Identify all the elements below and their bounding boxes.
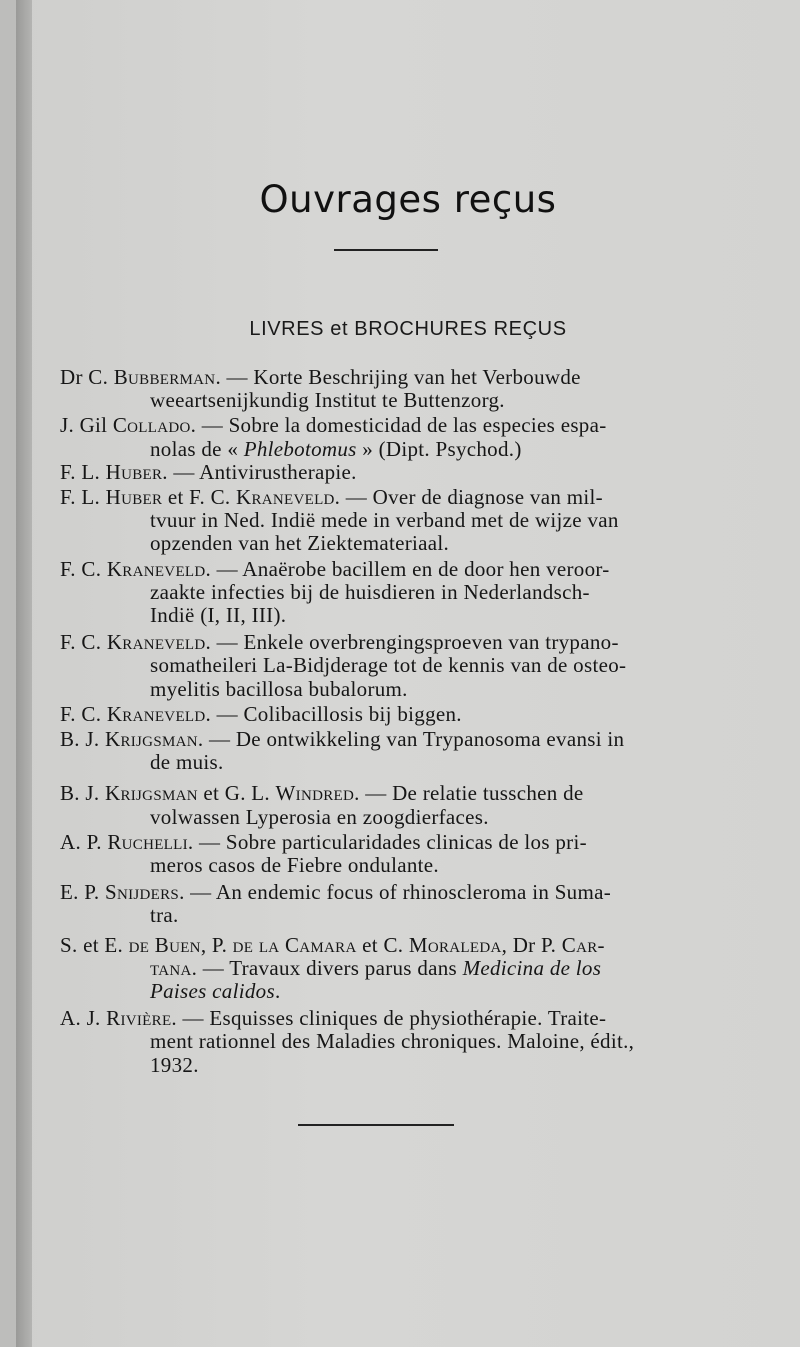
author-initials: F. C.	[60, 701, 107, 726]
list-item	[60, 831, 722, 877]
entry-continuation: myelitis bacillosa bubalorum.	[150, 676, 408, 701]
author-name: Huber	[105, 485, 163, 510]
page-title: Ouvrages reçus	[259, 178, 557, 221]
entry-first-line	[60, 1007, 722, 1030]
author-name: Collado.	[112, 413, 197, 438]
entry-text: , P.	[200, 932, 233, 957]
author-initials: F. L.	[60, 485, 106, 510]
entry-text: — De ontwikkeling van Trypanosoma evansi in	[203, 727, 625, 752]
author-name: Kraneveld.	[106, 556, 212, 581]
list-item	[60, 728, 722, 774]
entry-continuation: de muis.	[150, 750, 224, 775]
entry-continuation	[60, 980, 722, 1003]
entry-continuation: opzenden van het Ziektemateriaal.	[150, 531, 450, 556]
list-item	[60, 558, 722, 628]
entry-text: et F. C.	[162, 485, 236, 510]
entry-text: — Antivirustherapie.	[167, 459, 357, 484]
entry-text: et C.	[356, 932, 409, 957]
entry-text: nolas de «	[150, 436, 244, 461]
entry-list	[60, 366, 722, 1077]
author-initials: B. J.	[60, 781, 105, 806]
book-page	[16, 0, 800, 1347]
entry-continuation: somatheileri La-Bidjderage tot de kennis van de osteo-	[150, 653, 627, 678]
author-initials: J. Gil	[60, 413, 113, 438]
list-item	[60, 486, 722, 556]
list-item	[60, 461, 722, 484]
author-name: Windred.	[275, 781, 360, 806]
author-initials: S. et E.	[60, 932, 129, 957]
entry-text: — Travaux divers parus dans	[197, 955, 463, 980]
entry-text: — Anaërobe bacillem en de door hen veroor-	[211, 556, 610, 581]
entry-text: , Dr P.	[501, 932, 562, 957]
author-initials: F. L.	[60, 459, 106, 484]
entry-text: .	[274, 979, 281, 1004]
list-item	[60, 934, 722, 1004]
list-item	[60, 631, 722, 701]
entry-continuation	[60, 957, 722, 980]
entry-continuation: weeartsenijkundig Institut te Buttenzorg.	[150, 388, 505, 413]
entry-continuation	[60, 438, 722, 461]
author-name: Snijders.	[104, 880, 185, 905]
author-name: tana.	[150, 955, 198, 980]
author-name: Moraleda	[408, 932, 502, 957]
entry-continuation: zaakte infecties bij de huisdieren in Nederlandsch-	[150, 579, 590, 604]
entry-first-line	[60, 631, 722, 654]
entry-italic-text: Phlebotomus	[243, 436, 357, 461]
author-name: Bubberman.	[113, 365, 221, 389]
entry-first-line	[60, 934, 722, 957]
entry-first-line	[60, 366, 722, 389]
author-initials: E. P.	[60, 880, 105, 905]
author-name: Ruchelli.	[107, 829, 194, 854]
author-name: Kraneveld.	[235, 485, 341, 510]
entry-first-line	[60, 881, 722, 904]
entry-text: — Sobre particularidades clinicas de los pri-	[193, 829, 587, 854]
entry-text: — Sobre la domesticidad de las especies espa-	[196, 413, 607, 438]
author-name: Huber.	[105, 459, 168, 484]
entry-continuation: meros casos de Fiebre ondulante.	[150, 853, 439, 878]
entry-continuation: ment rationnel des Maladies chroniques. Maloine, édit.,	[150, 1029, 635, 1054]
entry-continuation: volwassen Lyperosia en zoogdierfaces.	[150, 804, 489, 829]
author-name: Krijgsman	[104, 781, 198, 806]
author-name: Rivière.	[106, 1006, 177, 1031]
entry-first-line	[60, 703, 722, 726]
author-initials: A. J.	[60, 1006, 107, 1031]
entry-first-line	[60, 558, 722, 581]
author-name: de la Camara	[232, 932, 357, 957]
entry-continuation: tvuur in Ned. Indië mede in verband met de wijze van	[150, 508, 619, 533]
entry-first-line	[60, 414, 722, 437]
author-initials: Dr C.	[60, 365, 114, 389]
entry-text: » (Dipt. Psychod.)	[356, 436, 522, 461]
entry-text: — Over de diagnose van mil-	[340, 485, 603, 510]
entry-text: — An endemic focus of rhinoscleroma in Suma-	[184, 880, 612, 905]
entry-continuation: 1932.	[150, 1052, 199, 1077]
title-rule	[334, 249, 438, 251]
list-item	[60, 881, 722, 927]
entry-italic-text: Paises calidos	[150, 979, 275, 1004]
entry-italic-text: Medicina de los	[462, 955, 602, 980]
entry-continuation: tra.	[150, 903, 179, 928]
entry-first-line	[60, 461, 722, 484]
entry-text: — Colibacillosis bij biggen.	[211, 701, 462, 726]
entry-text: — Enkele overbrengingsproeven van trypano-	[211, 630, 619, 655]
list-item	[60, 1007, 722, 1077]
entry-first-line	[60, 782, 722, 805]
entry-text: et G. L.	[197, 781, 276, 806]
author-name: Car-	[561, 932, 605, 957]
author-initials: F. C.	[60, 556, 107, 581]
list-item	[60, 414, 722, 460]
closing-rule	[298, 1124, 454, 1126]
entry-text: — De relatie tusschen de	[359, 781, 584, 806]
entry-text: — Esquisses cliniques de physiothérapie. Traite-	[176, 1006, 607, 1031]
author-name: Kraneveld.	[106, 701, 212, 726]
author-initials: A. P.	[60, 829, 108, 854]
author-initials: F. C.	[60, 630, 107, 655]
entry-first-line	[60, 486, 722, 509]
author-initials: B. J.	[60, 727, 105, 752]
list-item	[60, 782, 722, 828]
entry-continuation: Indië (I, II, III).	[150, 603, 287, 628]
entry-first-line	[60, 728, 722, 751]
author-name: Krijgsman.	[104, 727, 204, 752]
author-name: Kraneveld.	[106, 630, 212, 655]
section-heading: LIVRES et BROCHURES REÇUS	[249, 318, 567, 340]
entry-first-line	[60, 831, 722, 854]
author-name: de Buen	[128, 932, 201, 957]
list-item	[60, 366, 722, 412]
entry-text: — Korte Beschrijing van het Verbouwde	[221, 365, 581, 389]
list-item	[60, 703, 722, 726]
